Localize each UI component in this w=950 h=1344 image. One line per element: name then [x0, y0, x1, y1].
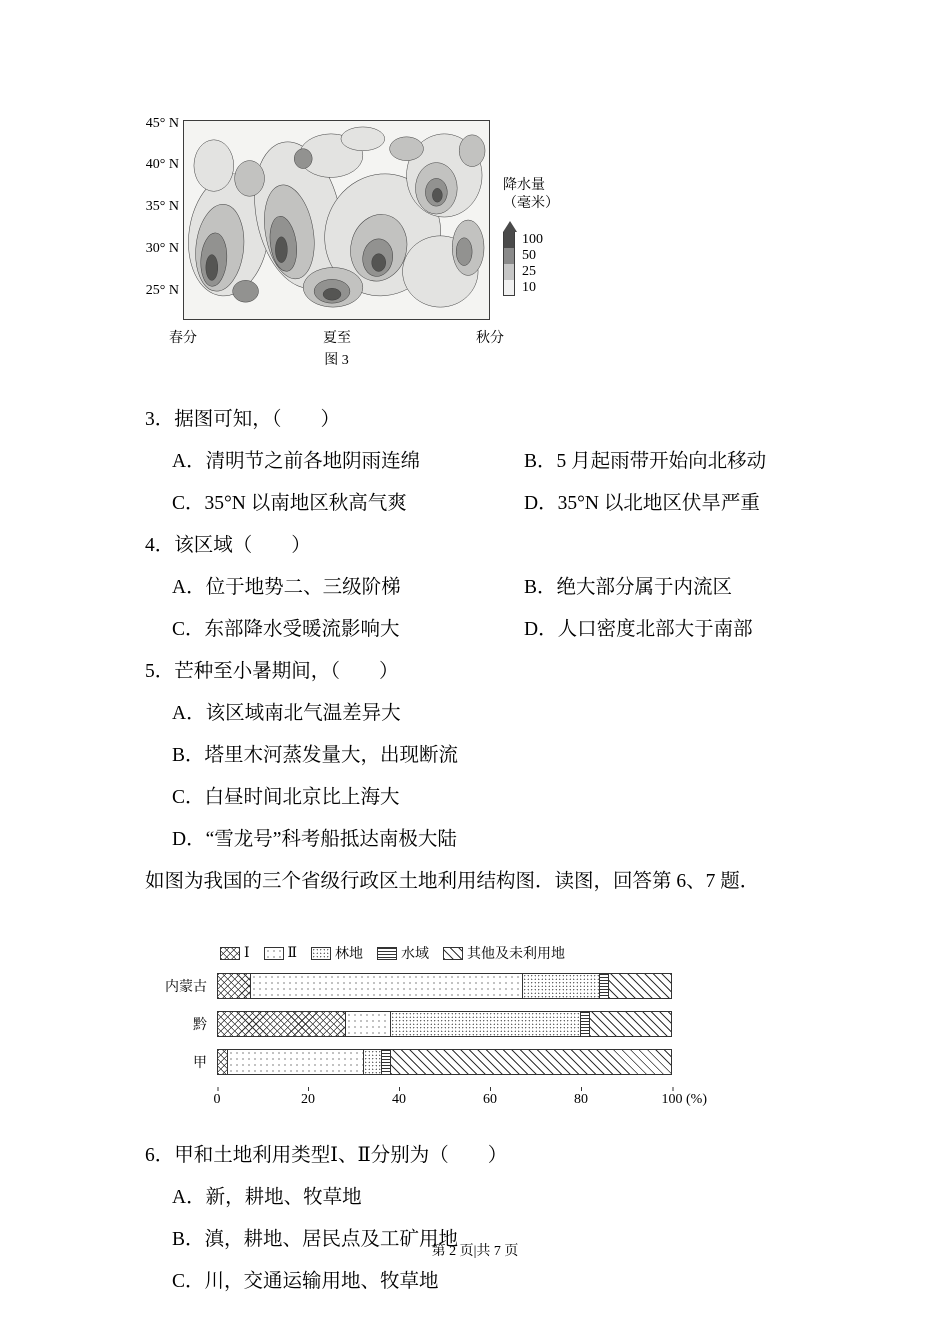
legend-swatch: [377, 947, 397, 960]
legend-label: Ⅰ: [244, 945, 250, 961]
y-axis-tick: 25° N: [145, 283, 179, 298]
colorbar-arrow-icon: [503, 221, 517, 232]
bar-segment: [381, 1050, 390, 1074]
colorbar-value: 50: [522, 248, 536, 263]
option-a: A．清明节之前各地阴雨连绵: [172, 451, 421, 472]
bar-segment: [580, 1012, 589, 1036]
questions-6-7-intro: 如图为我国的三个省级行政区土地利用结构图．读图，回答第 6、7 题．: [145, 871, 760, 892]
contour-plot-area: [183, 120, 490, 320]
option-a: A．新，耕地、牧草地: [172, 1187, 362, 1208]
question-3: [145, 399, 835, 525]
bar-category-label: 内蒙古: [165, 980, 207, 995]
legend-label: 水域: [401, 947, 430, 962]
y-axis-tick: 40° N: [145, 157, 179, 172]
colorbar-swatch: [503, 264, 515, 280]
legend-item: [311, 943, 363, 963]
axis-tick-label: 100: [661, 1092, 683, 1107]
colorbar-row: [503, 232, 623, 248]
bar-row: [147, 1011, 707, 1037]
colorbar-swatch: [503, 280, 515, 296]
y-axis-tick: 30° N: [145, 241, 179, 256]
bar-segment: [390, 1012, 580, 1036]
bar-segment: [345, 1012, 390, 1036]
option-c: C．35°N 以南地区秋高气爽: [172, 493, 407, 514]
legend-swatch: [220, 947, 240, 960]
stacked-bar: [217, 1049, 672, 1075]
legend-label: 其他及未利用地: [467, 947, 566, 962]
figure-caption: 图 3: [324, 353, 349, 368]
axis-tick-label: 60: [483, 1092, 497, 1107]
bar-segment: [390, 1050, 671, 1074]
option-d: D．35°N 以北地区伏旱严重: [524, 493, 760, 514]
x-axis-tick: 夏至: [323, 331, 351, 346]
bar-row: [147, 973, 707, 999]
question-stem: 6．甲和土地利用类型Ⅰ、Ⅱ分别为（ ）: [145, 1145, 508, 1166]
legend-item: [377, 943, 429, 963]
legend-swatch: [311, 947, 331, 960]
axis-tick-label: 40: [392, 1092, 406, 1107]
question-stem: 3．据图可知，（ ）: [145, 409, 341, 430]
legend-swatch: [443, 947, 463, 960]
legend-swatch: [264, 947, 284, 960]
axis-tick-label: 20: [301, 1092, 315, 1107]
option-b: B．5 月起雨带开始向北移动: [524, 451, 767, 472]
bar-segment: [363, 1050, 381, 1074]
colorbar-swatch: [503, 248, 515, 264]
bar-segment: [250, 974, 522, 998]
colorbar-row: [503, 280, 623, 296]
colorbar-row: [503, 264, 623, 280]
colorbar: [503, 221, 623, 296]
bar-row: [147, 1049, 707, 1075]
colorbar-value: 10: [522, 280, 536, 295]
landuse-legend: [220, 943, 707, 963]
question-6: [145, 1135, 835, 1303]
option-a: A．位于地势二、三级阶梯: [172, 577, 401, 598]
page-number-footer: 第 2 页|共 7 页: [431, 1244, 519, 1259]
contour-blobs: [184, 121, 489, 319]
bar-segment: [218, 1012, 345, 1036]
bar-category-label: 甲: [193, 1056, 207, 1071]
option-a: A．该区域南北气温差异大: [172, 703, 401, 724]
question-options: [145, 567, 835, 651]
legend-label: Ⅱ: [287, 945, 298, 961]
option-b: B．滇，耕地、居民点及工矿用地: [172, 1229, 459, 1250]
stacked-bar: [217, 973, 672, 999]
questions-block: [145, 399, 835, 903]
legend-item: [443, 943, 565, 963]
bar-segment: [522, 974, 599, 998]
x-axis-tick: 秋分: [476, 331, 504, 346]
option-d: D．人口密度北部大于南部: [524, 619, 753, 640]
landuse-axis: [213, 1087, 707, 1109]
legend-title: （毫米）: [503, 196, 559, 211]
bar-segment: [218, 1050, 227, 1074]
precipitation-contour-figure: [145, 115, 625, 373]
bar-segment: [608, 974, 671, 998]
axis-tick-label: 0: [213, 1092, 221, 1107]
legend-item: [264, 945, 298, 962]
colorbar-legend: [503, 177, 623, 296]
question-options: [145, 441, 835, 525]
colorbar-row: [503, 248, 623, 264]
question-4: [145, 525, 835, 651]
legend-item: [220, 945, 250, 962]
option-d: D．“雪龙号”科考船抵达南极大陆: [172, 829, 457, 850]
bar-category-label: 黔: [193, 1018, 207, 1033]
bar-segment: [599, 974, 608, 998]
question-options: [145, 693, 835, 861]
axis-tick-label: 80: [574, 1092, 588, 1107]
landuse-rows: [147, 973, 707, 1075]
bar-segment: [227, 1050, 363, 1074]
option-c: C．东部降水受暖流影响大: [172, 619, 400, 640]
colorbar-swatch: [503, 232, 515, 248]
question-5: [145, 651, 835, 861]
legend-label: 林地: [335, 947, 364, 962]
axis-unit-label: (%): [686, 1092, 707, 1107]
x-axis-tick: 春分: [169, 331, 197, 346]
question-stem: 5．芒种至小暑期间，（ ）: [145, 661, 399, 682]
option-b: B．绝大部分属于内流区: [524, 577, 733, 598]
bar-segment: [589, 1012, 671, 1036]
landuse-bar-chart: [147, 943, 707, 1109]
stacked-bar: [217, 1011, 672, 1037]
option-c: C．白昼时间北京比上海大: [172, 787, 400, 808]
y-axis-tick: 35° N: [145, 199, 179, 214]
bar-segment: [218, 974, 250, 998]
option-b: B．塔里木河蒸发量大，出现断流: [172, 745, 459, 766]
colorbar-value: 100: [522, 232, 543, 247]
y-axis-tick: 45° N: [145, 116, 179, 131]
question-stem: 4．该区域（ ）: [145, 535, 311, 556]
colorbar-value: 25: [522, 264, 536, 279]
legend-title: 降水量: [503, 178, 545, 193]
option-c: C．川，交通运输用地、牧草地: [172, 1271, 439, 1292]
question-6-block: [145, 1135, 835, 1303]
